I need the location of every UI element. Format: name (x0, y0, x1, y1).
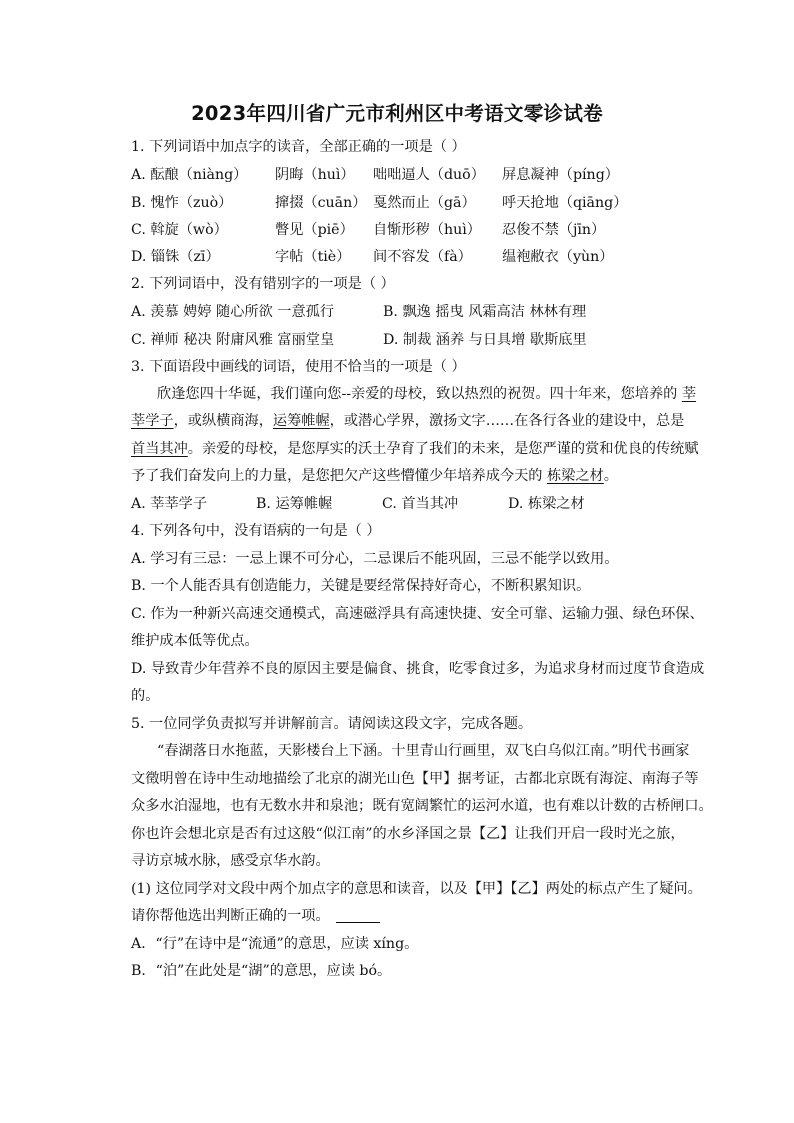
q3-text: 。 (603, 468, 618, 484)
q1-c-2: 瞥见（piē） (275, 222, 354, 238)
q2-option-a[interactable]: A. 羡慕 娉婷 随心所欲 一意孤行 (131, 304, 335, 320)
q3-option-c[interactable]: C. 首当其冲 (382, 496, 459, 512)
q1-c-1: C. 斡旋（wò） (131, 222, 228, 238)
q3-underlined-word: 运筹帷幄 (272, 413, 330, 429)
q5-stem: 5. 一位同学负责拟写并讲解前言。请阅读这段文字，完成各题。 (131, 716, 533, 732)
q5-sub1-text: 请你帮他选出判断正确的一项。 (131, 908, 330, 924)
q1-d-1: D. 锱铢（zī） (131, 249, 220, 265)
q3-stem: 3. 下面语段中画线的词语，使用不恰当的一项是（ ） (131, 359, 466, 375)
q4-option-d[interactable]: D. 导致青少年营养不良的原因主要是偏食、挑食，吃零食过多，为追求身材而过度节食造成 (131, 661, 705, 677)
q1-d-4: 缊袍敝衣（yùn） (502, 249, 614, 265)
q5-passage-line-3: 众多水泊湿地，也有无数水井和泉池；既有宽阔繁忙的运河水道，也有难以计数的古桥闸口。 (131, 798, 713, 814)
q3-text: 欣逢您四十华诞，我们谨向您--亲爱的母校，致以热烈的祝贺。四十年来，您培养的 (157, 386, 682, 402)
q4-option-b[interactable]: B. 一个人能否具有创造能力，关键是要经常保持好奇心，不断积累知识。 (131, 578, 591, 594)
q3-option-a[interactable]: A. 莘莘学子 (131, 496, 208, 512)
q1-b-4: 呼天抢地（qiāng） (502, 195, 628, 211)
q3-option-b[interactable]: B. 运筹帷幄 (256, 496, 333, 512)
q3-passage-line-2 (131, 411, 684, 431)
q1-d-3: 间不容发（fà） (373, 249, 472, 265)
q4-option-d-cont: 的。 (131, 688, 160, 704)
q4-option-c-cont: 维护成本低等优点。 (131, 633, 259, 649)
q3-text: 予了我们奋发向上的力量，是您把欠产这些懵懂少年培养成今天的 (131, 468, 547, 484)
q2-stem: 2. 下列词语中，没有错别字的一项是（ ） (131, 276, 395, 292)
q3-underlined-word: 莘 (681, 386, 697, 402)
q1-b-1: B. 愧怍（zuò） (131, 195, 233, 211)
q3-passage-line-4 (131, 466, 618, 486)
q2-options-cd (131, 330, 587, 350)
q2-option-c[interactable]: C. 禅师 秘决 附庸风雅 富丽堂皇 (131, 332, 335, 348)
q1-a-3: 咄咄逼人（duō） (373, 167, 485, 183)
q3-underlined-word: 首当其冲 (131, 441, 188, 457)
q2-option-b[interactable]: B. 飘逸 摇曳 风霜高洁 林林有理 (383, 304, 587, 320)
q1-option-b[interactable] (131, 193, 627, 213)
q3-text: ，或潜心学界，激扬文字……在各行各业的建设中，总是 (329, 413, 685, 429)
q5-sub1-option-a[interactable]: A．“行”在诗中是“流通”的意思，应读 xíng。 (131, 936, 419, 952)
q3-text: 。亲爱的母校，是您厚实的沃土孕育了我们的未来，是您严谨的赏和优良的传统赋 (187, 441, 699, 457)
q1-option-c[interactable] (131, 220, 605, 240)
q3-passage-line-1 (157, 384, 696, 404)
q3-underlined-word: 莘学子 (131, 413, 174, 429)
q4-option-c[interactable]: C. 作为一种新兴高速交通模式，高速磁浮具有高速快捷、安全可靠、运输力强、绿色环保、 (131, 606, 704, 622)
q3-underlined-word: 栋梁之材 (546, 468, 604, 484)
q1-b-3: 戛然而止（gā） (373, 195, 476, 211)
q1-option-a[interactable] (131, 165, 619, 185)
q2-option-d[interactable]: D. 制裁 涵养 与日具增 歇斯底里 (383, 332, 587, 348)
q5-passage-line-1: “春湖落日水拖蓝，天影楼台上下涵。十里青山行画里，双飞白乌似江南。”明代书画家 (157, 743, 690, 759)
answer-blank[interactable] (336, 908, 380, 923)
exam-title: 2023年四川省广元市利州区中考语文零诊试卷 (191, 102, 603, 125)
q5-passage-line-2: 文徵明曾在诗中生动地描绘了北京的湖光山色【甲】据考证，古都北京既有海淀、南海子等 (131, 771, 699, 787)
q1-a-1: A. 酝酿（niàng） (131, 167, 248, 183)
q5-sub1-stem: (1) 这位同学对文段中两个加点字的意思和读音，以及【甲】【乙】两处的标点产生了疑问。 (131, 881, 702, 897)
q1-c-4: 忍俊不禁（jīn） (502, 222, 606, 238)
q1-stem: 1. 下列词语中加点字的读音，全部正确的一项是（ ） (131, 139, 466, 155)
q5-passage-line-5: 寻访京城水脉，感受京华水韵。 (131, 853, 330, 869)
q5-sub1-option-b[interactable]: B．“泊”在此处是“湖”的意思，应读 bó。 (131, 963, 392, 979)
q3-option-d[interactable]: D. 栋梁之材 (508, 496, 585, 512)
q4-option-a[interactable]: A. 学习有三忌：一忌上课不可分心，二忌课后不能巩固，三忌不能学以致用。 (131, 551, 619, 567)
q3-options (131, 494, 585, 514)
q1-a-2: 阴晦（huì） (275, 167, 355, 183)
q3-text: ，或纵横商海， (173, 413, 273, 429)
q1-b-2: 撺掇（cuān） (275, 195, 367, 211)
q1-c-3: 自惭形秽（huì） (373, 222, 481, 238)
q5-passage-line-4: 你也许会想北京是否有过这般“似江南”的水乡泽国之景【乙】让我们开启一段时光之旅， (131, 826, 685, 842)
q2-options-ab (131, 302, 586, 322)
q1-a-4: 屏息凝神（píng） (502, 167, 619, 183)
q1-d-2: 字帖（tiè） (275, 249, 351, 265)
q1-option-d[interactable] (131, 247, 613, 267)
q5-sub1-stem-cont (131, 906, 380, 926)
q4-stem: 4. 下列各句中，没有语病的一句是（ ） (131, 523, 381, 539)
q3-passage-line-3 (131, 439, 699, 459)
